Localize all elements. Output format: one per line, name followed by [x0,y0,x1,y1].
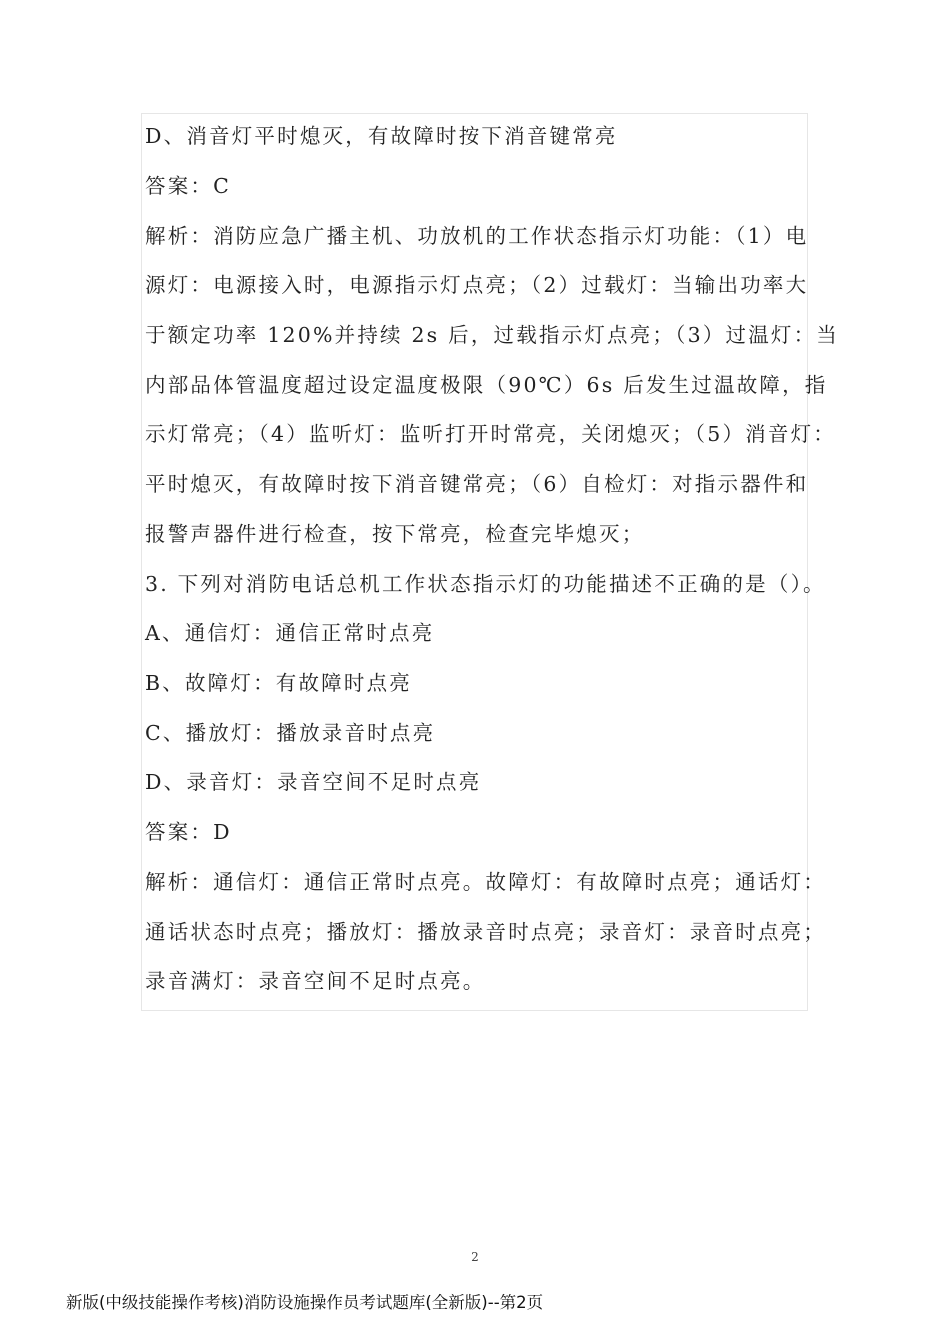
explanation-q2-line-1: 解析：消防应急广播主机、功放机的工作状态指示灯功能：（1）电 [145,224,809,248]
footer-title: 新版(中级技能操作考核)消防设施操作员考试题库(全新版)--第2页 [66,1293,544,1312]
option-a-q3: A、通信灯：通信正常时点亮 [145,621,435,645]
explanation-q2-line-3: 于额定功率 120%并持续 2s 后，过载指示灯点亮；（3）过温灯：当 [145,323,840,347]
option-c-q3: C、播放灯：播放录音时点亮 [145,721,436,745]
explanation-q2-line-4: 内部品体管温度超过设定温度极限（90℃）6s 后发生过温故障，指 [145,373,828,397]
explanation-q2-line-2: 源灯：电源接入时，电源指示灯点亮；（2）过载灯：当输出功率大 [145,273,809,297]
question-3: 3. 下列对消防电话总机工作状态指示灯的功能描述不正确的是（）。 [145,572,826,596]
explanation-q3-line-2: 通话状态时点亮；播放灯：播放录音时点亮；录音灯：录音时点亮； [145,920,826,944]
option-d-q3: D、录音灯：录音空间不足时点亮 [145,770,482,794]
answer-q2: 答案：C [145,174,231,198]
explanation-q3-line-3: 录音满灯：录音空间不足时点亮。 [145,969,486,993]
explanation-q2-line-7: 报警声器件进行检查，按下常亮，检查完毕熄灭； [145,522,645,546]
option-d-q2: D、消音灯平时熄灭，有故障时按下消音键常亮 [145,124,618,148]
answer-q3: 答案：D [145,820,232,844]
explanation-q2-line-5: 示灯常亮；（4）监听灯：监听打开时常亮，关闭熄灭；（5）消音灯： [145,422,836,446]
option-b-q3: B、故障灯：有故障时点亮 [145,671,412,695]
explanation-q2-line-6: 平时熄灭，有故障时按下消音键常亮；（6）自检灯：对指示器件和 [145,472,809,496]
explanation-q3-line-1: 解析：通信灯：通信正常时点亮。故障灯：有故障时点亮；通话灯： [145,870,826,894]
page-number: 2 [471,1250,479,1264]
